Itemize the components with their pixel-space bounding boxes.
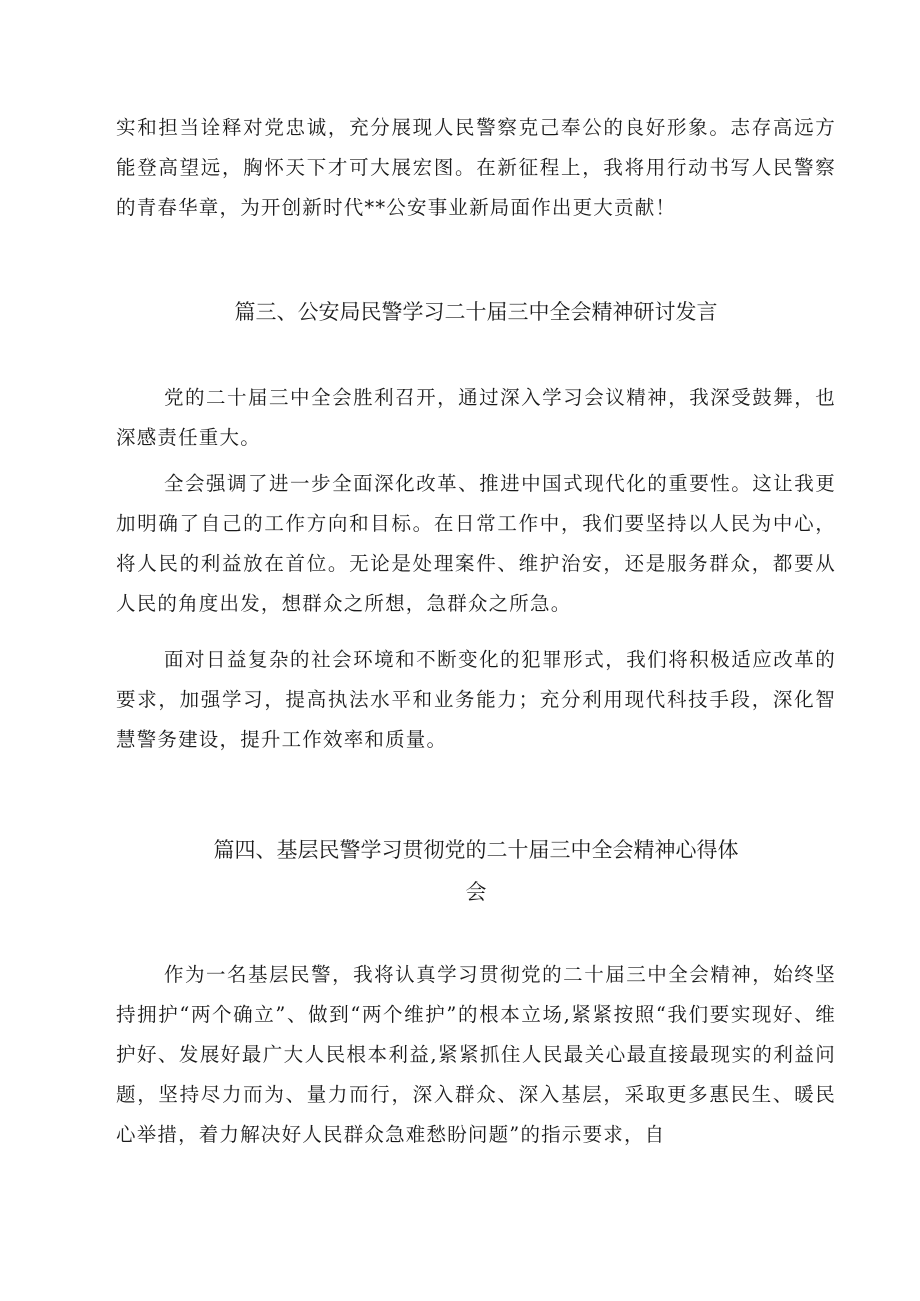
section3-title: 篇三、公安局民警学习二十届三中全会精神研讨发言 [234,300,718,324]
section4-title-line2: 会 [465,880,487,904]
section3-paragraph-1: 党的二十届三中全会胜利召开，通过深入学习会议精神，我深受鼓舞，也深感责任重大。 [116,386,836,449]
section4-title-line1: 篇四、基层民警学习贯彻党的二十届三中全会精神心得体 [213,838,739,862]
intro-paragraph: 实和担当诠释对党忠诚，充分展现人民警察克己奉公的良好形象。志存高远方能登高望远，胸怀天下才可大展宏图。在新征程上，我将用行动书写人民警察的青春华章，为开创新时代**公安事业新局面作出更大贡献！ [116,116,836,219]
section4-title [116,829,836,913]
section4-paragraph-1: 作为一名基层民警，我将认真学习贯彻党的二十届三中全会精神，始终坚持拥护“两个确立”、做到“两个维护”的根本立场,紧紧按照“我们要实现好、维护好、发展好最广大人民根本利益,紧紧抓住人民最关心最直接最现实的利益问题，坚持尽力而为、量力而行，深入群众、深入基层，采取更多惠民生、暖民心举措，着力解决好人民群众急难愁盼问题”的指示要求，自 [116,963,836,1146]
section3-paragraph-3: 面对日益复杂的社会环境和不断变化的犯罪形式，我们将积极适应改革的要求，加强学习，提高执法水平和业务能力；充分利用现代科技手段，深化智慧警务建设，提升工作效率和质量。 [116,648,836,751]
section3-paragraph-2: 全会强调了进一步全面深化改革、推进中国式现代化的重要性。这让我更加明确了自己的工作方向和目标。在日常工作中，我们要坚持以人民为中心，将人民的利益放在首位。无论是处理案件、维护治安，还是服务群众，都要从人民的角度出发，想群众之所想，急群众之所急。 [116,472,836,615]
